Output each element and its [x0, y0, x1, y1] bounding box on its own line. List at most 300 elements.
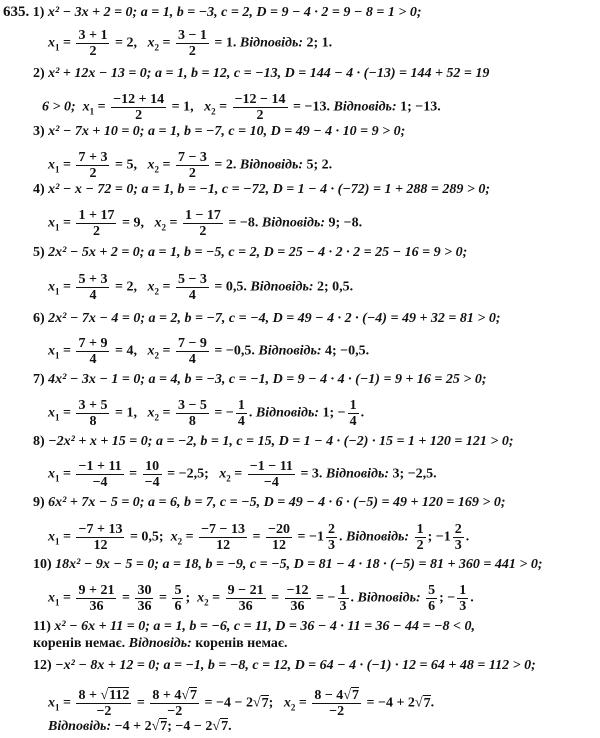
equals: = — [63, 590, 71, 606]
answer-label: Відповідь: — [48, 719, 112, 734]
numerator: 3 + 1 — [78, 28, 108, 43]
answer-label: Відповідь: — [325, 466, 390, 482]
numerator: 30 — [137, 583, 152, 598]
x2-symbol: x — [147, 343, 155, 359]
x1-symbol: x — [48, 35, 55, 51]
radical-sign: √ — [212, 719, 221, 734]
radicand: 7 — [423, 695, 431, 711]
x1-fraction-2 — [143, 459, 162, 490]
x2-value: = −4 + 2 — [366, 695, 415, 711]
answer-label: Відповідь: — [239, 35, 304, 51]
eq-line-3 — [33, 124, 405, 140]
x1-value: = −4 − 2 — [204, 695, 253, 711]
denominator: −4 — [263, 475, 279, 490]
equals: = — [162, 279, 171, 295]
x1-fraction — [111, 92, 166, 123]
numerator: 7 + 3 — [78, 150, 108, 165]
answer: 5; 2. — [306, 157, 333, 173]
radical-sign: √ — [100, 688, 109, 703]
x1-sub: 1 — [55, 473, 60, 484]
equals: = — [63, 529, 71, 545]
x2-value: = 1. — [214, 35, 237, 51]
x2-fraction-2 — [285, 583, 311, 614]
equals: = — [162, 343, 171, 359]
denominator: 2 — [92, 224, 100, 239]
answer-label: Відповідь: — [250, 279, 314, 295]
x1-value: = 9, — [121, 215, 144, 231]
equals: = — [162, 405, 171, 421]
answer-a: −4 + 2 — [114, 719, 152, 734]
denominator: 2 — [256, 108, 264, 123]
answer-label: Відповідь: — [345, 529, 410, 545]
equals: = — [185, 529, 194, 545]
radicand: 7 — [352, 688, 359, 703]
answer-fraction-1 — [426, 583, 437, 614]
denominator: 2 — [89, 166, 97, 181]
numerator: 5 — [428, 583, 436, 598]
equals: = — [234, 466, 243, 482]
answer-b: ; −4 − 2 — [167, 719, 213, 734]
x2-fraction-2 — [266, 522, 292, 553]
equals: = — [271, 590, 280, 606]
x1-symbol: x — [48, 590, 55, 606]
equals: = — [97, 99, 106, 115]
equals: = — [63, 695, 71, 711]
denominator: 4 — [89, 352, 97, 367]
item-label: 12) — [33, 658, 52, 673]
x2-fraction — [176, 272, 209, 303]
x2-value: = 3. — [300, 466, 323, 482]
x2-symbol: x — [147, 405, 155, 421]
numerator-text: 8 − 4 — [314, 688, 344, 703]
eq-line-5 — [33, 245, 467, 261]
answer-line-12 — [48, 719, 232, 735]
x1-sub: 1 — [55, 597, 60, 608]
x1-fraction — [76, 688, 131, 719]
x2-symbol: x — [147, 35, 155, 51]
equals: = — [219, 99, 228, 115]
denominator: 4 — [188, 352, 196, 367]
numerator: 1 — [459, 583, 467, 598]
roots-line-10 — [48, 583, 474, 614]
item-label: 3) — [33, 124, 45, 139]
numerator: 7 + 9 — [78, 336, 108, 351]
equation: 6x² + 7x − 5 = 0; a = 6, b = 7, c = −5, D = 49 − 4 · 6 · (−5) = 49 + 120 = 169 > 0; — [48, 495, 506, 510]
x2-value: = 2. — [214, 157, 237, 173]
equals: = — [212, 590, 221, 606]
denominator: −2 — [167, 704, 183, 719]
x1-symbol: x — [48, 279, 55, 295]
punct: . — [228, 719, 232, 734]
numerator: 1 — [349, 398, 357, 413]
numerator: 10 — [143, 459, 162, 475]
roots-line-6 — [48, 336, 369, 367]
numerator-text: 8 + 4 — [152, 688, 182, 703]
answer: коренів немає. — [195, 636, 288, 651]
x2-simplified-fraction — [338, 583, 349, 614]
x2-sub: 2 — [204, 597, 209, 608]
denominator: 2 — [416, 538, 424, 553]
eq-cont-line-11 — [33, 636, 287, 652]
equals: = — [162, 35, 171, 51]
answer: 2; 0,5. — [317, 279, 354, 295]
x1-value: = 2, — [114, 35, 137, 51]
radicand: 7 — [190, 688, 198, 703]
x2-symbol: x — [147, 279, 155, 295]
denominator: −4 — [92, 475, 108, 490]
eq-line-7 — [33, 372, 487, 388]
numerator: 5 — [174, 583, 182, 598]
x2-fraction — [199, 522, 247, 553]
answer: 1; — [322, 405, 335, 421]
x1-fraction — [76, 272, 109, 303]
item-label: 9) — [33, 495, 45, 510]
answer-separator: ; − — [439, 590, 456, 606]
numerator: −1 − 11 — [249, 459, 293, 474]
equals: = — [63, 35, 71, 51]
equals: = — [162, 157, 171, 173]
answer-sign: − — [337, 405, 346, 421]
problem-number: 635. — [3, 4, 30, 20]
equals: = — [158, 590, 167, 606]
eq-line-1 — [3, 4, 422, 21]
radical-sign: √ — [252, 695, 261, 711]
numerator: 9 + 21 — [78, 583, 115, 598]
radicand: 112 — [109, 688, 130, 703]
numerator — [150, 688, 199, 704]
x2-fraction — [176, 28, 209, 59]
radical-sign: √ — [151, 719, 160, 734]
answer-label: Відповідь: — [128, 636, 192, 651]
numerator — [312, 688, 361, 704]
x1-sub: 1 — [55, 412, 60, 423]
denominator: 4 — [89, 288, 97, 303]
x1-symbol: x — [48, 695, 55, 711]
roots-line-12 — [48, 688, 434, 719]
equation: −x² − 8x + 12 = 0; a = −1, b = −8, c = 12, D = 64 − 4 · (−1) · 12 = 64 + 48 = 112 > 0; — [55, 658, 536, 673]
equation-continued: 6 > 0; — [42, 99, 76, 115]
x2-sub: 2 — [154, 350, 159, 361]
punct: ; — [268, 695, 274, 711]
x1-sub: 1 — [55, 536, 60, 547]
x2-fraction — [183, 208, 223, 239]
numerator: −12 — [286, 583, 309, 598]
equation: x² + 12x − 13 = 0; a = 1, b = 12, c = −13, D = 144 − 4 · (−13) = 144 + 52 = 19 — [48, 66, 490, 81]
x2-symbol: x — [154, 215, 162, 231]
denominator: 3 — [459, 599, 467, 614]
equals: = — [63, 279, 71, 295]
answer-label: Відповідь: — [239, 157, 304, 173]
denominator: 12 — [272, 538, 287, 553]
numerator: 1 — [237, 398, 245, 413]
punct: . — [338, 529, 343, 545]
x1-fraction — [76, 583, 116, 614]
answer-label: Відповідь: — [255, 405, 319, 421]
x1-value: = 5, — [114, 157, 137, 173]
denominator: 3 — [454, 538, 462, 553]
x2-sub: 2 — [154, 164, 159, 175]
denominator: −2 — [329, 704, 345, 719]
numerator: −7 − 13 — [201, 522, 246, 537]
numerator: −1 + 11 — [78, 459, 122, 474]
x2-sub: 2 — [226, 473, 231, 484]
numerator: 3 − 1 — [177, 28, 207, 43]
denominator: 12 — [216, 538, 231, 553]
x1-symbol: x — [48, 466, 55, 482]
punct: . — [360, 405, 365, 421]
x1-sub: 1 — [55, 42, 60, 53]
x1-fraction — [76, 398, 109, 429]
x1-sub: 1 — [55, 286, 60, 297]
answer-label: Відповідь: — [261, 215, 325, 231]
x2-mixed-fraction — [326, 522, 337, 553]
x1-value: = −2,5; — [167, 466, 209, 482]
x2-fraction — [226, 583, 266, 614]
denominator: 12 — [93, 538, 108, 553]
x2-sub: 2 — [177, 536, 183, 547]
x1-fraction — [76, 150, 109, 181]
equation: 18x² − 9x − 5 = 0; a = 18, b = −9, c = −5, D = 81 − 4 · 18 · (−5) = 81 + 360 = 441 > 0; — [55, 557, 543, 572]
equation: 4x² − 3x − 1 = 0; a = 4, b = −3, c = −1, D = 9 − 4 · 4 · (−1) = 9 + 16 = 25 > 0; — [48, 372, 487, 387]
answer-label: Відповідь: — [333, 99, 397, 115]
numerator: −7 + 13 — [78, 522, 123, 537]
x1-fraction — [76, 208, 116, 239]
denominator: 3 — [327, 538, 335, 553]
x2-symbol: x — [219, 466, 227, 482]
x2-sub: 2 — [154, 286, 159, 297]
denominator: 2 — [188, 166, 196, 181]
numerator: 3 + 5 — [78, 398, 108, 413]
numerator: 7 − 3 — [177, 150, 207, 165]
answer: 2; 1. — [306, 35, 333, 51]
radicand: 7 — [160, 719, 168, 734]
denominator: 2 — [199, 224, 207, 239]
item-label: 4) — [33, 182, 45, 197]
answer: 1; −13. — [400, 99, 441, 115]
item-label: 11) — [33, 619, 51, 634]
denominator: 6 — [174, 599, 182, 614]
item-label: 10) — [33, 557, 52, 572]
answer-fraction — [348, 398, 359, 429]
numerator: −12 + 14 — [113, 92, 165, 107]
x2-value: = − — [214, 405, 234, 421]
x1-fraction-2 — [135, 583, 153, 614]
x1-sub: 1 — [55, 222, 60, 233]
radical-sign: √ — [414, 695, 423, 711]
x2-sub: 2 — [154, 412, 159, 423]
denominator: 3 — [339, 599, 347, 614]
x1-symbol: x — [48, 157, 55, 173]
x2-fraction — [233, 92, 288, 123]
numerator: −20 — [268, 522, 291, 537]
equals: = — [63, 343, 71, 359]
numerator: 1 − 17 — [184, 208, 221, 223]
equals: = — [63, 215, 71, 231]
numerator: 9 − 21 — [227, 583, 264, 598]
x1-symbol: x — [82, 99, 90, 115]
denominator: −2 — [96, 704, 112, 719]
eq-line-8 — [33, 434, 514, 450]
numerator: 1 — [416, 522, 424, 537]
x2-sub: 2 — [211, 106, 216, 117]
numerator: 5 + 3 — [78, 272, 108, 287]
x2-value: = −8. — [228, 215, 259, 231]
denominator: 36 — [238, 599, 253, 614]
x1-sub: 1 — [89, 106, 95, 117]
x2-sub: 2 — [290, 702, 296, 713]
roots-line-2 — [42, 92, 441, 123]
roots-line-8 — [48, 459, 437, 490]
x1-symbol: x — [48, 343, 55, 359]
equals: = — [63, 157, 71, 173]
equation-continued: коренів немає. — [33, 636, 126, 651]
x1-fraction-2 — [150, 688, 199, 719]
answer-label: Відповідь: — [258, 343, 322, 359]
x1-sub: 1 — [55, 164, 60, 175]
x1-fraction — [76, 459, 123, 490]
roots-line-7 — [48, 398, 364, 429]
equation: −2x² + x + 15 = 0; a = −2, b = 1, c = 15, D = 1 − 4 · (−2) · 15 = 1 + 120 = 121 > 0; — [48, 434, 514, 449]
numerator: 1 + 17 — [78, 208, 115, 223]
numerator: 7 − 9 — [177, 336, 207, 351]
denominator: 4 — [188, 288, 196, 303]
equals: = — [121, 590, 130, 606]
numerator — [76, 688, 131, 704]
eq-line-9 — [33, 495, 506, 511]
x2-value: = 0,5. — [214, 279, 247, 295]
punct: . — [470, 590, 474, 606]
item-label: 2) — [33, 66, 45, 81]
x1-symbol: x — [48, 529, 55, 545]
equals: = — [136, 695, 145, 711]
x2-symbol: x — [147, 157, 155, 173]
x2-fraction — [176, 398, 209, 429]
answer-whole: 1 — [443, 529, 451, 545]
numerator: 3 − 5 — [177, 398, 207, 413]
denominator: 4 — [349, 414, 357, 429]
roots-line-4 — [48, 208, 362, 239]
x2-sub: 2 — [161, 222, 166, 233]
eq-line-12 — [33, 658, 536, 674]
roots-line-3 — [48, 150, 332, 181]
punct: . — [430, 695, 435, 711]
x2-fraction — [312, 688, 361, 719]
answer: 9; −8. — [328, 215, 363, 231]
numerator: 5 − 3 — [177, 272, 207, 287]
numerator: 2 — [454, 522, 462, 537]
equals: = — [129, 466, 138, 482]
x2-value: = −0,5. — [214, 343, 255, 359]
numerator: −12 − 14 — [234, 92, 286, 107]
equals: = — [63, 466, 71, 482]
equation: x² − 6x + 11 = 0; a = 1, b = −6, c = 11, D = 36 − 4 · 11 = 36 − 44 = −8 < 0, — [54, 619, 475, 634]
denominator: 8 — [188, 414, 196, 429]
punct: . — [465, 529, 470, 545]
x2-sub: 2 — [154, 42, 159, 53]
x2-simplified-fraction — [236, 398, 247, 429]
item-label: 8) — [33, 434, 45, 449]
x1-value: = 0,5; — [129, 529, 164, 545]
eq-line-2 — [33, 66, 489, 82]
equals: = — [63, 405, 71, 421]
answer-fraction-2 — [457, 583, 468, 614]
numerator: 1 — [339, 583, 347, 598]
x1-symbol: x — [48, 405, 55, 421]
equation: x² − 7x + 10 = 0; a = 1, b = −7, c = 10, D = 49 − 4 · 10 = 9 > 0; — [48, 124, 406, 139]
denominator: −4 — [144, 475, 160, 490]
radicand: 7 — [261, 695, 269, 711]
item-label: 7) — [33, 372, 45, 387]
equation: x² − x − 72 = 0; a = 1, b = −1, c = −72, D = 1 − 4 · (−72) = 1 + 288 = 289 > 0; — [48, 182, 491, 197]
answer-label: Відповідь: — [357, 590, 421, 606]
roots-line-5 — [48, 272, 353, 303]
x1-fraction — [76, 522, 124, 553]
x2-value: = −13. — [293, 99, 330, 115]
equals: = — [298, 695, 307, 711]
equation: x² − 3x + 2 = 0; a = 1, b = −3, c = 2, D = 9 − 4 · 2 = 9 − 8 = 1 > 0; — [47, 5, 422, 20]
denominator: 36 — [290, 599, 305, 614]
denominator: 36 — [137, 599, 152, 614]
denominator: 2 — [135, 108, 143, 123]
denominator: 6 — [428, 599, 436, 614]
item-label: 1) — [32, 5, 45, 20]
x1-value: = 4, — [114, 343, 137, 359]
denominator: 4 — [237, 414, 245, 429]
denominator: 8 — [89, 414, 97, 429]
x1-value: = 2, — [114, 279, 137, 295]
item-label: 5) — [33, 245, 45, 260]
punct: . — [248, 405, 253, 421]
numerator-text: 8 + — [78, 688, 101, 703]
x2-symbol: x — [170, 529, 178, 545]
equals: = — [252, 529, 261, 545]
x2-value: = −1 — [297, 529, 324, 545]
x2-symbol: x — [204, 99, 212, 115]
x1-symbol: x — [48, 215, 55, 231]
denominator: 36 — [89, 599, 104, 614]
numerator: 2 — [327, 522, 335, 537]
equals: = — [169, 215, 178, 231]
equation: 2x² − 5x + 2 = 0; a = 1, b = −5, c = 2, D = 25 − 4 · 2 · 2 = 25 − 16 = 9 > 0; — [48, 245, 468, 260]
x2-fraction — [248, 459, 295, 490]
x1-fraction — [76, 336, 109, 367]
x2-value: = − — [316, 590, 336, 606]
x2-fraction — [176, 150, 209, 181]
x2-symbol: x — [197, 590, 205, 606]
radical-sign: √ — [343, 688, 351, 703]
x1-value: = 1, — [171, 99, 194, 115]
x1-sub: 1 — [55, 702, 60, 713]
radicand: 7 — [221, 719, 229, 734]
answer: 4; −0,5. — [325, 343, 370, 359]
answer-fraction-1 — [415, 522, 426, 553]
answer-fraction-2 — [453, 522, 464, 553]
punct: . — [350, 590, 355, 606]
x1-fraction — [76, 28, 109, 59]
eq-line-4 — [33, 182, 490, 198]
equation: 2x² − 7x − 4 = 0; a = 2, b = −7, c = −4, D = 49 − 4 · 2 · (−4) = 49 + 32 = 81 > 0; — [48, 311, 501, 326]
x2-fraction — [176, 336, 209, 367]
answer: 3; −2,5. — [392, 466, 437, 482]
denominator: 2 — [89, 44, 97, 59]
x1-sub: 1 — [55, 350, 60, 361]
x1-fraction-3 — [172, 583, 183, 614]
roots-line-9 — [48, 522, 469, 553]
x1-value: = 1, — [114, 405, 137, 421]
radical-sign: √ — [181, 688, 190, 703]
answer-separator: ; − — [427, 529, 444, 545]
eq-line-11 — [33, 619, 475, 635]
